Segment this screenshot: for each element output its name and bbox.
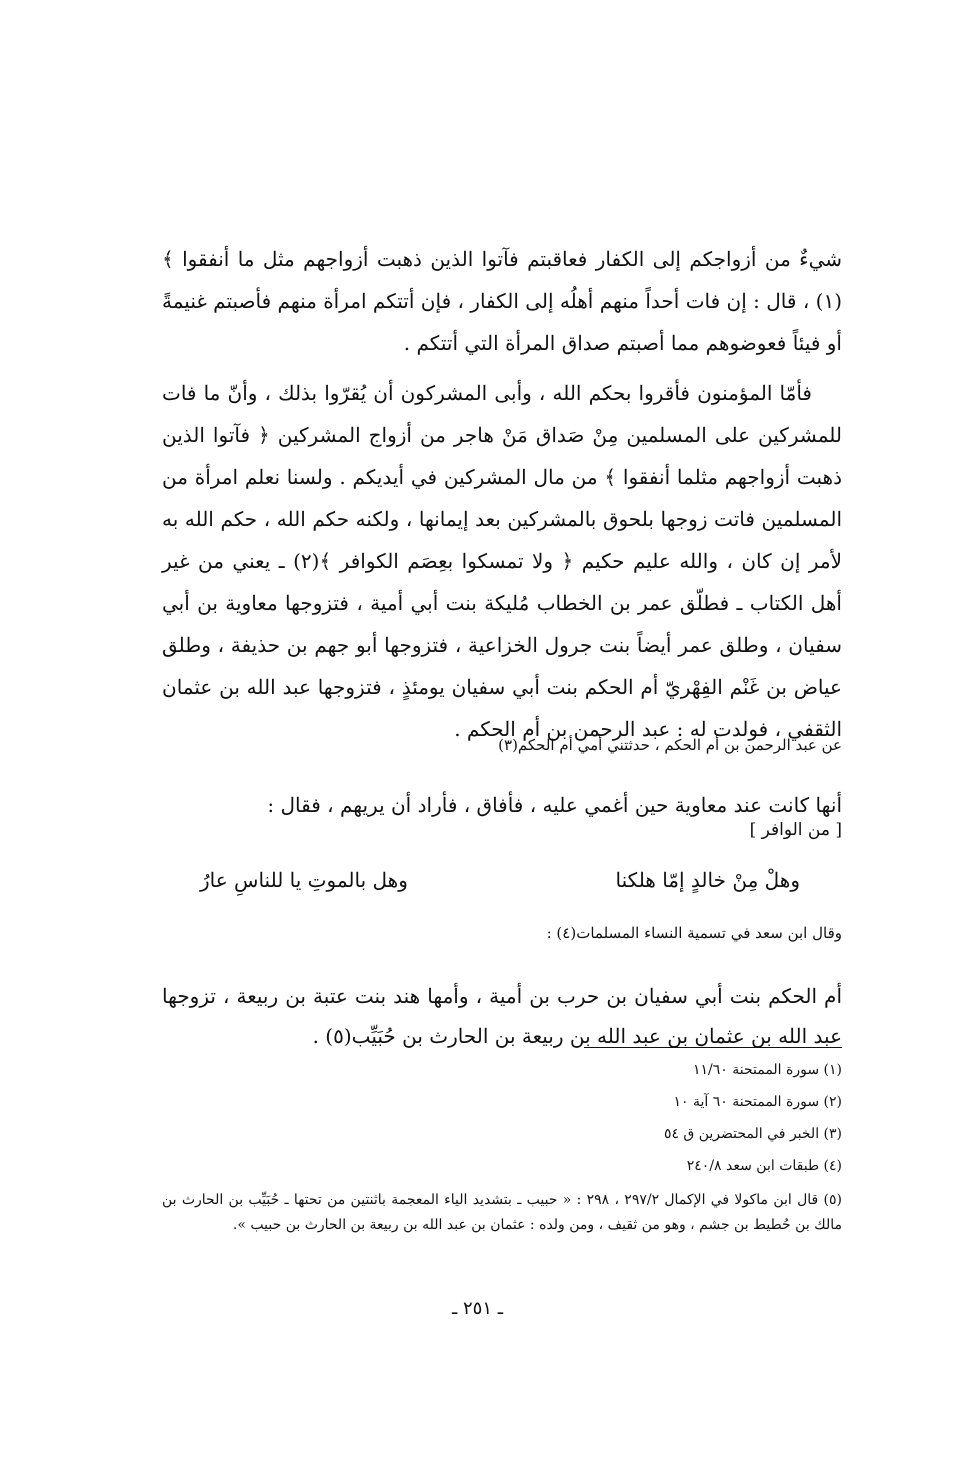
footnote-3: (٣) الخبر في المحتضرين ق ٥٤ [663,1126,842,1142]
footnote-1: (١) سورة الممتحنة ١١/٦٠ [692,1062,842,1078]
verse-first-hemistich: وهلْ مِنْ خالدٍ إمّا هلكنا [615,868,800,892]
page-number: ـ ٢٥١ ـ [451,1298,503,1319]
footnote-5: (٥) قال ابن ماكولا في الإكمال ٢٩٧/٢ ، ٢٩٨ : « حبيب ـ بتشديد الياء المعجمة باثنتين من تحتها ـ حُبَيِّب بن الحارث بن مالك بن حُطيط بن جشم ، وهو من ثقيف ، ومن ولده : عثمان بن عبد الله بن ربيعة بن الحارث بن حبيب ». [162,1192,842,1233]
ibn-saad-heading: وقال ابن سعد في تسمية النساء المسلمات(٤) : [546,924,842,942]
paragraph-4: أم الحكم بنت أبي سفيان بن حرب بن أمية ، وأمها هند بنت عتبة بن ربيعة ، تزوجها عبد الله بن عثمان بن عبد الله بن ربيعة بن الحارث بن حُبَيِّب(٥) . [162,984,842,1048]
paragraph-3: أنها كانت عند معاوية حين أغمي عليه ، فأفاق ، فأراد أن يريهم ، فقال : [267,793,842,817]
footnote-2: (٢) سورة الممتحنة ٦٠ آية ١٠ [673,1094,842,1110]
poetry-verse [200,862,800,902]
footnote-divider [584,1047,842,1048]
paragraph-1: شيءٌ من أزواجكم إلى الكفار فعاقبتم فآتوا الذين ذهبت أزواجهم مثل ما أنفقوا ﴾(١) ، قال : إن فات أحداً منهم أهلُه إلى الكفار ، فإن أتتكم امرأة منهم فأصبتم غنيمةً أو فيئاً فعوضوهم مما أصبتم صداق المرأة التي أتتكم . [162,247,842,355]
poetic-meter: [ من الوافر ] [749,820,842,840]
footnote-4: (٤) طبقات ابن سعد ٢٤٠/٨ [686,1158,842,1174]
paragraph-2: فأمّا المؤمنون فأقروا بحكم الله ، وأبى المشركون أن يُقرّوا بذلك ، وأنّ ما فات للمشركين على المسلمين مِنْ صَداق مَنْ هاجر من أزواج المشركين ﴿ فآتوا الذين ذهبت أزواجهم مثلما أنفقوا ﴾ من مال المشركين في أيديكم . ولسنا نعلم امرأة من المسلمين فاتت زوجها بلحوق بالمشركين بعد إيمانها ، ولكنه حكم الله ، حكم الله به لأمر إن كان ، والله عليم حكيم ﴿ ولا تمسكوا بعِصَم الكوافر ﴾(٢) ـ يعني من غير أهل الكتاب ـ فطلّق عمر بن الخطاب مُليكة بنت أبي أمية ، فتزوجها معاوية بن أبي سفيان ، وطلق عمر أيضاً بنت جرول الخزاعية ، فتزوجها أبو جهم بن حذيفة ، وطلق عياض بن غَنْم الفِهْريّ أم الحكم بنت أبي سفيان يومئذٍ ، فتزوجها عبد الله بن عثمان الثقفي ، فولدت له : عبد الرحمن بن أم الحكم . [162,381,842,741]
narration-heading: عن عبد الرحمن بن أم الحكم ، حدثتني أمي أم الحكم(٣) [498,736,842,754]
verse-second-hemistich: وهل بالموتِ يا للناسِ عارُ [200,868,408,892]
